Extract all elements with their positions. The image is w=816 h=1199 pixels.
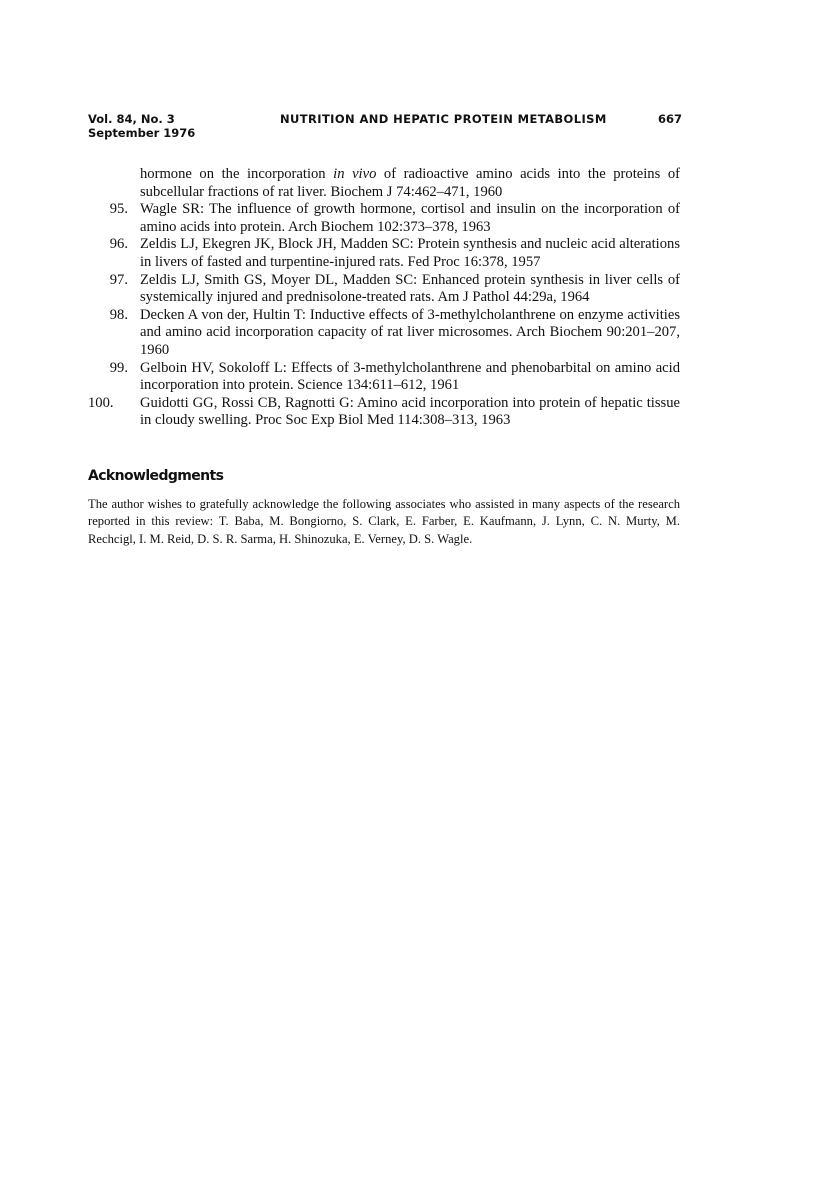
reference-item: [88, 166, 680, 201]
reference-item: [88, 307, 680, 360]
reference-item: [88, 201, 680, 236]
page-number: 667: [657, 112, 682, 126]
reference-number: 99.: [109, 359, 128, 376]
reference-item: [88, 395, 680, 430]
reference-item: [88, 360, 680, 395]
reference-text: Gelboin HV, Sokoloff L: Effects of 3-methylcholanthrene and phenobarbital on amino acid incorporation into protein. Science 134:611–612, 1961: [140, 359, 680, 394]
reference-text: Zeldis LJ, Ekegren JK, Block JH, Madden SC: Protein synthesis and nucleic acid alterations in livers of fasted and turpentine-injured rats. Fed Proc 16:378, 1957: [140, 236, 680, 270]
running-head: [88, 112, 682, 142]
reference-item: [88, 236, 680, 271]
reference-number: 96.: [109, 236, 128, 253]
reference-text: Decken A von der, Hultin T: Inductive effects of 3-methylcholanthrene on enzyme activities and amino acid incorporation capacity of rat liver microsomes. Arch Biochem 90:201–207, 1960: [140, 306, 680, 358]
acknowledgments-heading: Acknowledgments: [88, 468, 224, 484]
journal-issue: [88, 112, 195, 140]
reference-text: hormone on the incorporation: [140, 166, 334, 182]
reference-item: [88, 272, 680, 307]
reference-text: Wagle SR: The influence of growth hormone, cortisol and insulin on the incorporation of amino acids into protein. Arch Biochem 102:373–378, 1963: [140, 201, 680, 235]
reference-list: [88, 166, 680, 430]
issue-date: September 1976: [88, 126, 196, 140]
volume-number: Vol. 84, No. 3: [88, 112, 175, 126]
reference-number: 98.: [109, 306, 128, 323]
reference-number: 100.: [88, 394, 114, 411]
reference-number: 95.: [109, 201, 128, 218]
acknowledgments-body: The author wishes to gratefully acknowledge the following associates who assisted in many aspects of the research reported in this review: T. Baba, M. Bongiorno, S. Clark, E. Farber, E. Kaufmann, J. Lynn, C. N. Murty, M. Rechcigl, I. M. Reid, D. S. R. Sarma, H. Shinozuka, E. Verney, D. S. Wagle.: [88, 497, 680, 546]
running-title: NUTRITION AND HEPATIC PROTEIN METABOLISM: [280, 112, 607, 126]
reference-text: Zeldis LJ, Smith GS, Moyer DL, Madden SC: Enhanced protein synthesis in liver cells of systemically injured and prednisolone-treated rats. Am J Pathol 44:29a, 1964: [140, 271, 680, 306]
reference-italic-text: in vivo: [333, 166, 377, 182]
reference-text-continued: of radioactive amino acids into the proteins of subcellular fractions of rat liver. Biochem J 74:462–471, 1960: [140, 166, 680, 200]
reference-text: Guidotti GG, Rossi CB, Ragnotti G: Amino acid incorporation into protein of hepatic tissue in cloudy swelling. Proc Soc Exp Biol Med 114:308–313, 1963: [140, 394, 680, 429]
reference-number: 97.: [109, 271, 128, 288]
